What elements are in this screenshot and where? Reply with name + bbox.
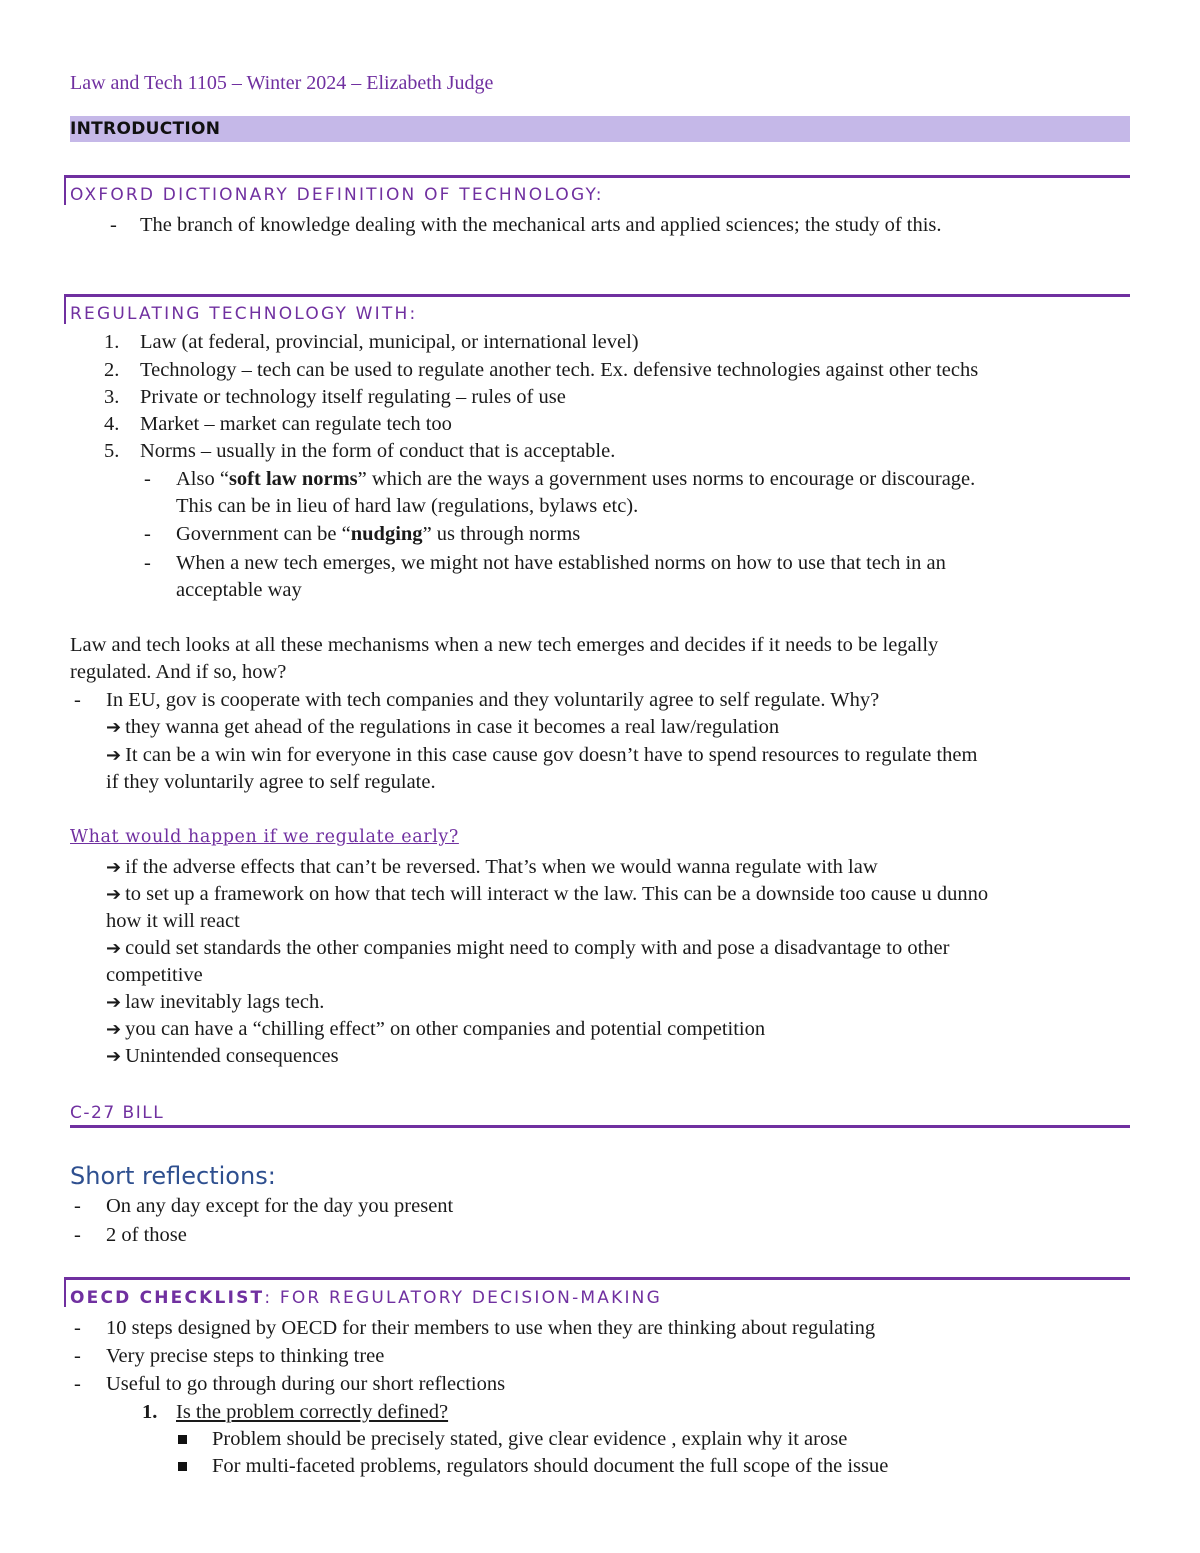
list-item: 2 of those	[106, 1224, 187, 1246]
new-tech-note: When a new tech emerges, we might not have established norms on how to use that tech in an	[176, 552, 946, 574]
arrow-point	[106, 883, 988, 906]
oecd-heading	[70, 1288, 662, 1308]
list-item: 10 steps designed by OECD for their members to use when they are thinking about regulating	[106, 1317, 876, 1339]
soft-law-term: soft law norms	[228, 468, 358, 490]
list-item: Law (at federal, provincial, municipal, or international level)	[140, 331, 639, 353]
text-run: could set standards the other companies might need to comply with and pose a disadvantage to other	[125, 937, 950, 959]
oxford-heading: OXFORD DICTIONARY DEFINITION OF TECHNOLOGY:	[70, 185, 604, 205]
section-rule	[64, 294, 1130, 297]
lawtech-paragraph-cont: regulated. And if so, how?	[70, 661, 287, 683]
arrow-point	[106, 744, 977, 767]
document-title: Law and Tech 1105 – Winter 2024 – Elizabeth Judge	[70, 72, 494, 94]
eu-bullet: In EU, gov is cooperate with tech companies and they voluntarily agree to self regulate. Why?	[106, 689, 880, 711]
text-run: if the adverse effects that can’t be reversed. That’s when we would wanna regulate with law	[125, 856, 878, 878]
nudging-note	[176, 523, 580, 546]
section-rule-left	[64, 294, 66, 324]
arrow-icon: ➔	[106, 884, 122, 905]
lawtech-paragraph: Law and tech looks at all these mechanisms when a new tech emerges and decides if it needs to be legally	[70, 634, 939, 656]
section-rule-left	[64, 1277, 66, 1307]
introduction-label: INTRODUCTION	[70, 119, 221, 139]
text-run: Also “	[176, 468, 229, 490]
list-number: 4.	[104, 413, 120, 435]
step-point: Problem should be precisely stated, give clear evidence , explain why it arose	[212, 1428, 848, 1450]
text-run: you can have a “chilling effect” on other companies and potential competition	[125, 1018, 766, 1040]
bullet-dash: -	[74, 1317, 81, 1339]
list-item: Norms – usually in the form of conduct that is acceptable.	[140, 440, 616, 462]
bullet-dash: -	[74, 1195, 81, 1217]
soft-law-note	[176, 468, 975, 491]
section-rule	[64, 1277, 1130, 1280]
bullet-dash: -	[74, 1345, 81, 1367]
new-tech-note-cont: acceptable way	[176, 579, 302, 601]
oxford-definition: The branch of knowledge dealing with the mechanical arts and applied sciences; the study of this.	[140, 214, 942, 236]
square-bullet-icon	[178, 1435, 187, 1444]
bullet-dash: -	[74, 689, 81, 711]
soft-law-note-cont: This can be in lieu of hard law (regulations, bylaws etc).	[176, 495, 639, 517]
step-number: 1.	[142, 1401, 158, 1423]
arrow-point-cont: competitive	[106, 964, 203, 986]
list-number: 2.	[104, 359, 120, 381]
list-item: Technology – tech can be used to regulate another tech. Ex. defensive technologies against other techs	[140, 359, 979, 381]
arrow-icon: ➔	[106, 992, 122, 1013]
text-run: Government can be “	[176, 523, 351, 545]
text-run: ” which are the ways a government uses norms to encourage or discourage.	[357, 468, 976, 490]
list-number: 5.	[104, 440, 120, 462]
text-run: Unintended consequences	[125, 1045, 339, 1067]
text-run: law inevitably lags tech.	[125, 991, 325, 1013]
bullet-dash: -	[144, 552, 151, 574]
oecd-checklist-term: OECD CHECKLIST	[70, 1288, 265, 1308]
text-run: : FOR REGULATORY DECISION-MAKING	[264, 1288, 662, 1308]
list-number: 1.	[104, 331, 120, 353]
text-run: they wanna get ahead of the regulations in case it becomes a real law/regulation	[125, 716, 780, 738]
list-item: Useful to go through during our short reflections	[106, 1373, 506, 1395]
list-item: Market – market can regulate tech too	[140, 413, 452, 435]
nudging-term: nudging	[350, 523, 423, 545]
text-run: ” us through norms	[422, 523, 581, 545]
c27-heading: C-27 BILL	[70, 1103, 165, 1123]
section-rule-left	[64, 175, 66, 205]
arrow-point	[106, 856, 878, 879]
arrow-point	[106, 937, 949, 960]
text-run: It can be a win win for everyone in this case cause gov doesn’t have to spend resources to regulate them	[125, 744, 978, 766]
arrow-icon: ➔	[106, 857, 122, 878]
bullet-dash: -	[74, 1224, 81, 1246]
section-rule	[70, 1125, 1130, 1128]
regulating-heading: REGULATING TECHNOLOGY WITH:	[70, 304, 418, 324]
arrow-point-cont: if they voluntarily agree to self regulate.	[106, 771, 436, 793]
step-point: For multi-faceted problems, regulators should document the full scope of the issue	[212, 1455, 889, 1477]
list-item: Very precise steps to thinking tree	[106, 1345, 385, 1367]
section-rule	[64, 175, 1130, 178]
text-run: to set up a framework on how that tech will interact w the law. This can be a downside too cause u dunno	[125, 883, 989, 905]
arrow-icon: ➔	[106, 717, 122, 738]
list-item: On any day except for the day you present	[106, 1195, 454, 1217]
step-title: Is the problem correctly defined?	[176, 1401, 449, 1423]
arrow-point	[106, 991, 324, 1014]
arrow-point-cont: how it will react	[106, 910, 240, 932]
bullet-dash: -	[144, 523, 151, 545]
arrow-point	[106, 716, 779, 739]
list-number: 3.	[104, 386, 120, 408]
bullet-dash: -	[144, 468, 151, 490]
regulate-early-heading: What would happen if we regulate early?	[70, 827, 459, 847]
list-item: Private or technology itself regulating – rules of use	[140, 386, 566, 408]
bullet-dash: -	[74, 1373, 81, 1395]
arrow-icon: ➔	[106, 745, 122, 766]
arrow-point	[106, 1045, 339, 1068]
bullet-dash: -	[110, 214, 117, 236]
arrow-icon: ➔	[106, 938, 122, 959]
square-bullet-icon	[178, 1462, 187, 1471]
arrow-icon: ➔	[106, 1019, 122, 1040]
short-reflections-heading: Short reflections:	[70, 1162, 276, 1190]
arrow-icon: ➔	[106, 1046, 122, 1067]
introduction-banner	[70, 116, 1130, 142]
arrow-point	[106, 1018, 765, 1041]
